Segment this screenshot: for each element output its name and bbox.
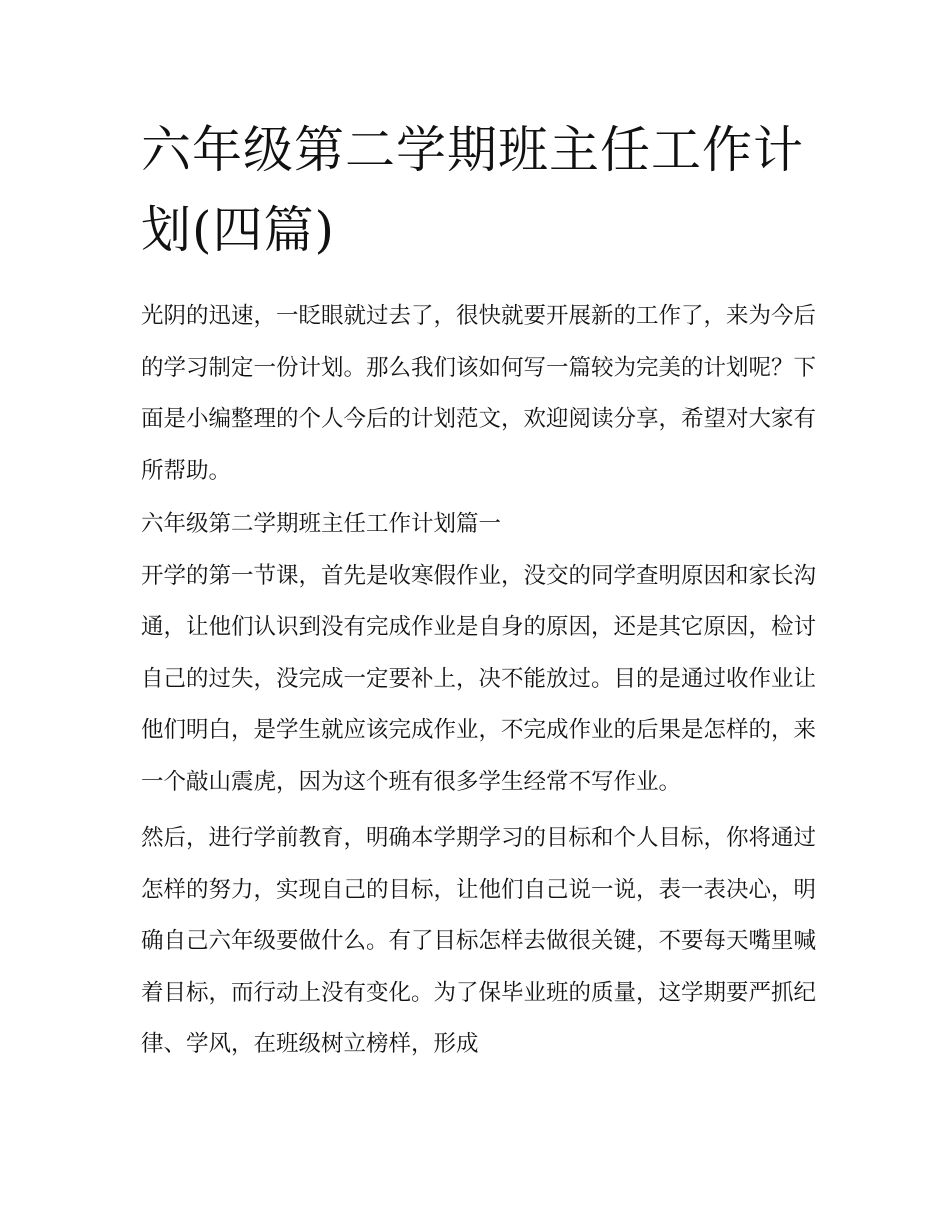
- intro-paragraph: 光阴的迅速，一眨眼就过去了，很快就要开展新的工作了，来为今后的学习制定一份计划。那么我们该如何写一篇较为完美的计划呢？下面是小编整理的个人今后的计划范文，欢迎阅读分享，希望对大家有所帮助。: [141, 303, 817, 484]
- body-paragraph-2: 然后，进行学前教育，明确本学期学习的目标和个人目标，你将通过怎样的努力，实现自己的目标，让他们自己说一说，表一表决心，明确自己六年级要做什么。有了目标怎样去做很关键，不要每天嘴里喊着目标，而行动上没有变化。为了保毕业班的质量，这学期要严抓纪律、学风，在班级树立榜样，形成: [141, 825, 817, 1057]
- document-title: 六年级第二学期班主任工作计划(四篇): [141, 121, 804, 259]
- document-page: [141, 110, 816, 1071]
- body-paragraph-1: 开学的第一节课，首先是收寒假作业，没交的同学查明原因和家长沟通，让他们认识到没有完成作业是自身的原因，还是其它原因，检讨自己的过失，没完成一定要补上，决不能放过。目的是通过收作业让他们明白，是学生就应该完成作业，不完成作业的后果是怎样的，来一个敲山震虎，因为这个班有很多学生经常不写作业。: [141, 562, 817, 795]
- section-heading: 六年级第二学期班主任工作计划篇一: [141, 511, 502, 537]
